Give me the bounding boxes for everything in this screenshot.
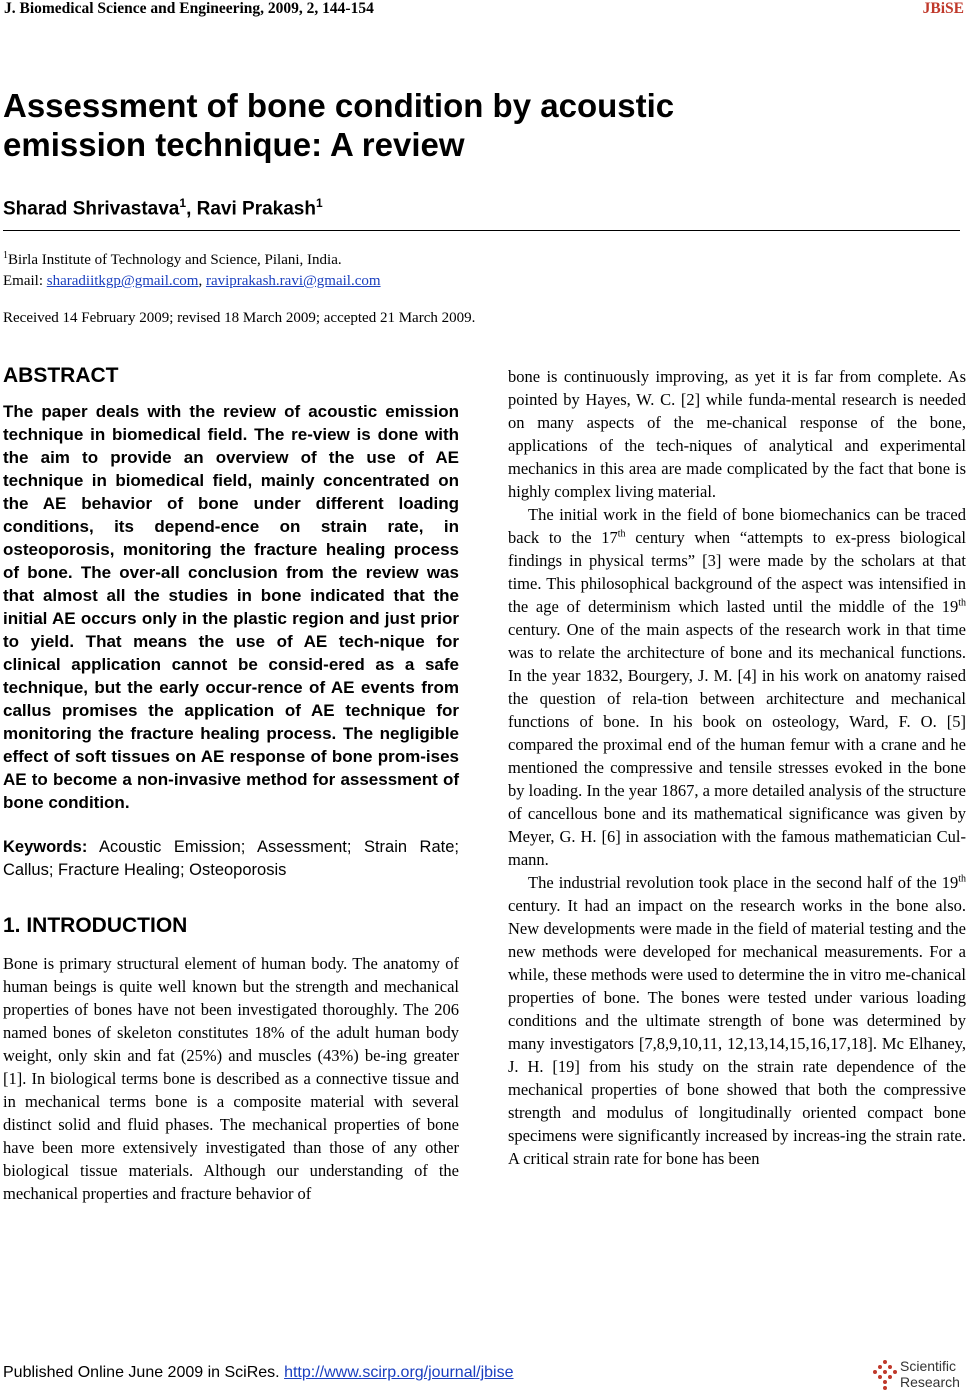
paragraph-text: The initial work in the field of bone biomechanics can be traced back to the 17 <box>508 505 966 547</box>
publisher-logo-wordmark <box>900 1358 960 1390</box>
industrial-revolution-paragraph <box>508 871 966 1170</box>
journal-url-link[interactable]: http://www.scirp.org/journal/jbise <box>284 1364 514 1381</box>
email-line: Email: sharadiitkgp@gmail.com, raviprakash.ravi@gmail.com <box>3 273 381 289</box>
author-name: Sharad Shrivastava <box>3 198 180 220</box>
paragraph-text: The industrial revolution took place in the second half of the 19 <box>528 873 959 892</box>
publication-note: Published Online June 2009 in SciRes. <box>3 1364 285 1381</box>
title-line-1: Assessment of bone condition by acoustic <box>3 87 675 124</box>
journal-citation: J. Biomedical Science and Engineering, 2009, 2, 144-154 <box>4 0 374 17</box>
abstract-body: The paper deals with the review of acoustic emission technique in biomedical field. The re-view is done with the aim to provide an overview of the use of AE technique in biomedical field, mainly concentrated on the AE behavior of bone under different loading conditions, its depend-ence on strain rate, in osteoporosis, monitoring the fracture healing process of bone. The over-all conclusion from the review was that almost all the studies in bone indicated that the initial AE occurs only in the plastic region and just prior to yield. That means the use of AE tech-nique for clinical application cannot be consid-ered as a safe technique, but the early occur-rence of AE events from callus promises the application of AE technique for monitoring the fracture healing process. The negligible effect of soft tissues on AE response of bone prom-ises AE to become a non-invasive method for assessment of bone condition. <box>3 402 459 812</box>
author-affiliation-mark: 1 <box>179 196 187 210</box>
continued-paragraph: bone is continuously improving, as yet it is far from complete. As pointed by Hayes, W. C. [2] while funda-mental research is needed on many aspects of the me-chanical response of the bone, applications of the tech-niques of analytical and experimental mechanics in this area are made complicated by the fact that bone is highly complex living material. <box>508 367 966 501</box>
author-affiliation-mark: 1 <box>315 196 323 210</box>
affiliation-text: Birla Institute of Technology and Science, Pilani, India. <box>8 252 342 268</box>
left-column <box>3 362 459 1205</box>
abstract-heading: ABSTRACT <box>3 364 119 387</box>
paper-title <box>3 86 903 164</box>
introduction-paragraph: Bone is primary structural element of human body. The anatomy of human beings is quite well known but the strength and mechanical properties of bones have not been investigated thoroughly. The 206 named bones of skeleton constitutes 18% of the adult human body weight, only skin and fat (25%) and muscles (43%) be-ing greater [1]. In biological terms bone is described as a connective tissue and in mechanical terms bone is a composite material with several distinct solid and fluid phases. The mechanical properties of bone have been more extensively investigated than those of any other biological tissue materials. Although our understanding of the mechanical properties and fracture behavior of <box>3 954 459 1203</box>
email-link-2[interactable]: raviprakash.ravi@gmail.com <box>205 273 381 289</box>
author-name: Ravi Prakash <box>196 198 316 220</box>
email-label: Email: <box>3 273 47 289</box>
paragraph-text: century. One of the main aspects of the research work in that time was to relate the architecture of bone and its mechanical functions. In the year 1832, Bourgery, J. M. [4] in his work on anatomy raised the question of rela-tion between architecture and mechanical functions of bone. In his book on osteology, Ward, F. O. [5] compared the proximal end of the human femur with a crane and he mentioned the compressive and tensile stresses evoked in the bone by loading. In the year 1867, a more detailed analysis of the structure of cancellous bone and its mathematical significance was given by Meyer, G. H. [6] in association with the famous mathematician Cul-mann. <box>508 620 966 869</box>
received-dates: Received 14 February 2009; revised 18 March 2009; accepted 21 March 2009. <box>3 310 476 326</box>
publisher-logo-icon <box>872 1358 898 1392</box>
title-line-2: emission technique: A review <box>3 126 465 163</box>
biomechanics-history-paragraph <box>508 503 966 871</box>
ordinal-suffix: th <box>958 597 966 609</box>
page-footer <box>3 1364 514 1382</box>
affiliation <box>3 245 381 271</box>
paragraph-text: century. It had an impact on the research works in the bone also. New developments were made in the field of material testing and the new methods were developed for mechanical measurements. For a while, these methods were used to determine the in vitro me-chanical properties of bone. The bones were tested under various loading conditions and the ultimate strength of bone was determined by many investigators [7,8,9,10,11, 12,13,14,15,16,17,18]. Mc Elhaney, J. H. [19] from his study on the strain rate dependence of the mechanical properties of bone showed that both the compressive strength and modulus of longitudinally oriented compact bone specimens were significantly increased by increas-ing the strain rate. A critical strain rate for bone has been <box>508 896 966 1168</box>
introduction-heading: 1. INTRODUCTION <box>3 914 188 937</box>
keywords-label: Keywords: <box>3 838 88 856</box>
running-header <box>4 0 964 20</box>
affiliation-block <box>3 245 381 292</box>
email-link-1[interactable]: sharadiitkgp@gmail.com <box>46 273 199 289</box>
ordinal-suffix: th <box>617 528 626 540</box>
logo-line-2: Research <box>900 1374 960 1390</box>
journal-abbreviation: JBiSE <box>922 0 964 17</box>
paragraph-text: century when “attempts to ex-press biological findings in physical terms” [3] were made by the scholars at that time. This philosophical background of the aspect was intensified in the age of determinism which lasted until the middle of the 19 <box>508 528 966 616</box>
publisher-logo <box>872 1357 964 1393</box>
author-list: Sharad Shrivastava$^1$, Ravi Prakash$^1$ <box>3 196 323 220</box>
logo-line-1: Scientific <box>900 1358 957 1374</box>
keywords <box>3 836 459 882</box>
affiliation-mark: 1 <box>3 250 8 261</box>
right-column <box>508 365 966 1170</box>
header-divider <box>3 230 960 231</box>
keywords-text: Acoustic Emission; Assessment; Strain Rate; Callus; Fracture Healing; Osteoporosis <box>3 838 459 879</box>
ordinal-suffix: th <box>958 873 966 885</box>
